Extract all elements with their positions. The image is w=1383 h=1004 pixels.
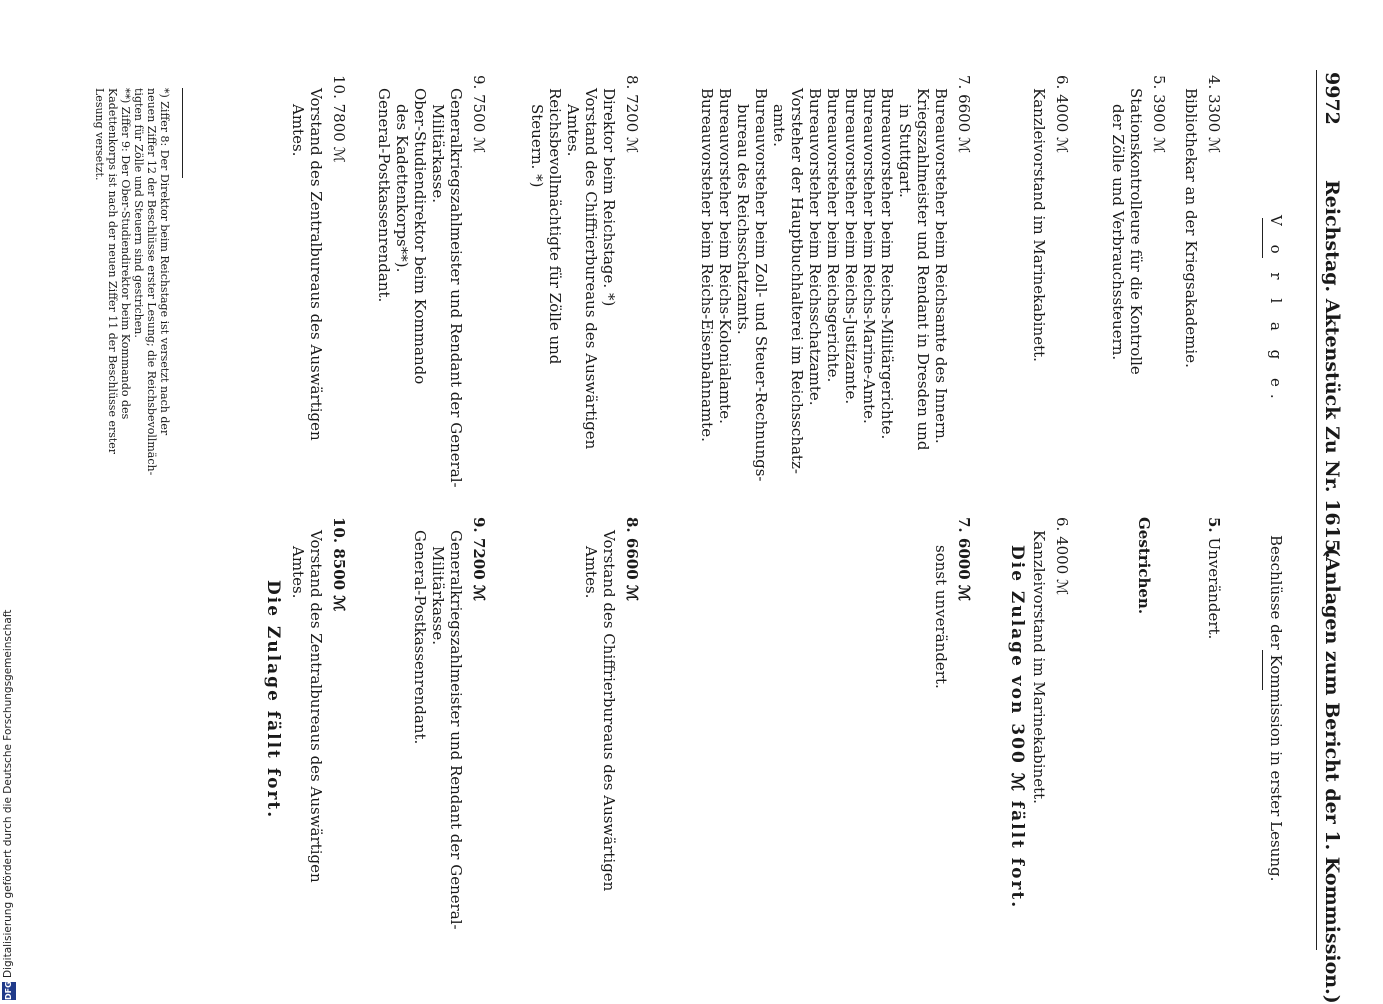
vorlage-item-6-text: Kanzleivorstand im Marinekabinett. [1030,88,1048,362]
vorlage-item-8-number: 8. 7200 ℳ [623,75,641,154]
vorlage-item-5-number: 5. 3900 ℳ [1150,75,1168,154]
vorlage-title: V o r l a g e. [1267,215,1285,406]
beschluss-item-5: 5. Unverändert. [1205,517,1223,640]
footnote-rule [182,88,183,178]
beschluss-item-7-text: sonst unverändert. [932,545,950,689]
vorlage-item-6-number: 6. 4000 ℳ [1053,75,1071,154]
vorlage-item-4-text: Bibliothekar an der Kriegsakademie. [1182,88,1200,368]
beschluesse-title-rule [1262,650,1263,690]
vorlage-item-9-number: 9. 7500 ℳ [470,75,488,154]
header-rule [1316,70,1317,950]
beschluss-item-6-number: 6. 4000 ℳ [1053,517,1071,596]
beschluss-item-8-text: Vorstand des Chiffrierbureaus des Auswärtigen Amtes. [582,530,618,892]
header-left: Reichstag. Aktenstück Zu Nr. 1615. [1321,180,1343,559]
vorlage-item-5-text: Stationskontrolleure für die Kontrolle der Zölle und Verbrauchssteuern. [1109,88,1145,375]
beschluesse-title: Beschlüsse der Kommission in erster Lesung. [1267,535,1285,882]
page-number: 9972 [1321,72,1343,125]
footnotes: *) Ziffer 8: Der Direktor beim Reichstage ist versetzt nach der neuen Ziffer 12 der Beschlüsse erster Lesung; die Reichsbevollmäch- tigten für Zölle und Steuern sind gestrichen. **) Ziffer 9: Der Ober-Studiendirektor beim Kommando des Kadettenkorps ist nach der neuen Ziffer 11 der Beschlüsse erster Lesung versetzt. [93,88,171,476]
vorlage-title-rule [1262,218,1263,258]
beschluss-gestrichen: Gestrichen. [1135,517,1153,615]
beschluss-item-8-number: 8. 6600 ℳ [623,517,641,601]
beschluss-item-10-text: Vorstand des Zentralbureaus des Auswärtigen Amtes. [289,530,325,883]
header-right: (Anlagen zum Bericht der 1. Kommission.) [1321,548,1343,1004]
beschluss-item-10-note: Die Zulage fällt fort. [263,580,283,820]
digitization-note [0,0,20,1000]
beschluss-item-10-number: 10. 8500 ℳ [330,517,348,612]
vorlage-item-7-text: Bureauvorsteher beim Reichsamte des Innern. Kriegszahlmeister und Rendant in Dresden und in Stuttgart. Bureauvorsteher beim Reichs-Militärgerichte. Bureauvorsteher beim Reichs-Marine-Amte. Bureauvorsteher beim Reichs-Justizamte. Bureauvorsteher beim Reichsgerichte. Bureauvorsteher beim Reichsschatzamte. Vorsteher der Hauptbuchhalterei im Reichsschatz- amte. Bureauvorsteher beim Zoll- und Steuer-Rechnungs- bureau des Reichsschatzamts. Bureauvorsteher beim Reichs-Kolonialamte. Bureauvorsteher beim Reichs-Eisenbahnamte. [698,88,950,482]
beschluss-item-9-text: Generalkriegszahlmeister und Rendant der General- Militärkasse. General-Postkassenrendant. [411,530,465,930]
beschluss-item-7-number: 7. 6000 ℳ [955,517,973,601]
vorlage-item-8-text: Direktor beim Reichstage. *) Vorstand des Chiffrierbureaus des Auswärtigen Amtes. Reichsbevollmächtigte für Zölle und Steuern. *) [528,88,618,450]
vorlage-item-9-text: Generalkriegszahlmeister und Rendant der General- Militärkasse. Ober-Studiendirektor beim Kommando des Kadettenkorps**). General-Postkassenrendant. [375,88,465,488]
beschluss-item-9-number: 9. 7200 ℳ [470,517,488,601]
vorlage-item-10-text: Vorstand des Zentralbureaus des Auswärtigen Amtes. [289,88,325,441]
vorlage-item-4-number: 4. 3300 ℳ [1205,75,1223,154]
digitization-text: Digitalisierung gefördert durch die Deutsche Forschungsgemeinschaft [2,609,14,978]
beschluss-item-6-note: Die Zulage von 300 ℳ fällt fort. [1007,545,1027,910]
vorlage-item-10-number: 10. 7800 ℳ [330,75,348,163]
beschluss-item-6-text: Kanzleivorstand im Marinekabinett. [1030,530,1048,804]
dfg-logo: DFG [2,982,16,1000]
vorlage-item-7-number: 7. 6600 ℳ [955,75,973,154]
